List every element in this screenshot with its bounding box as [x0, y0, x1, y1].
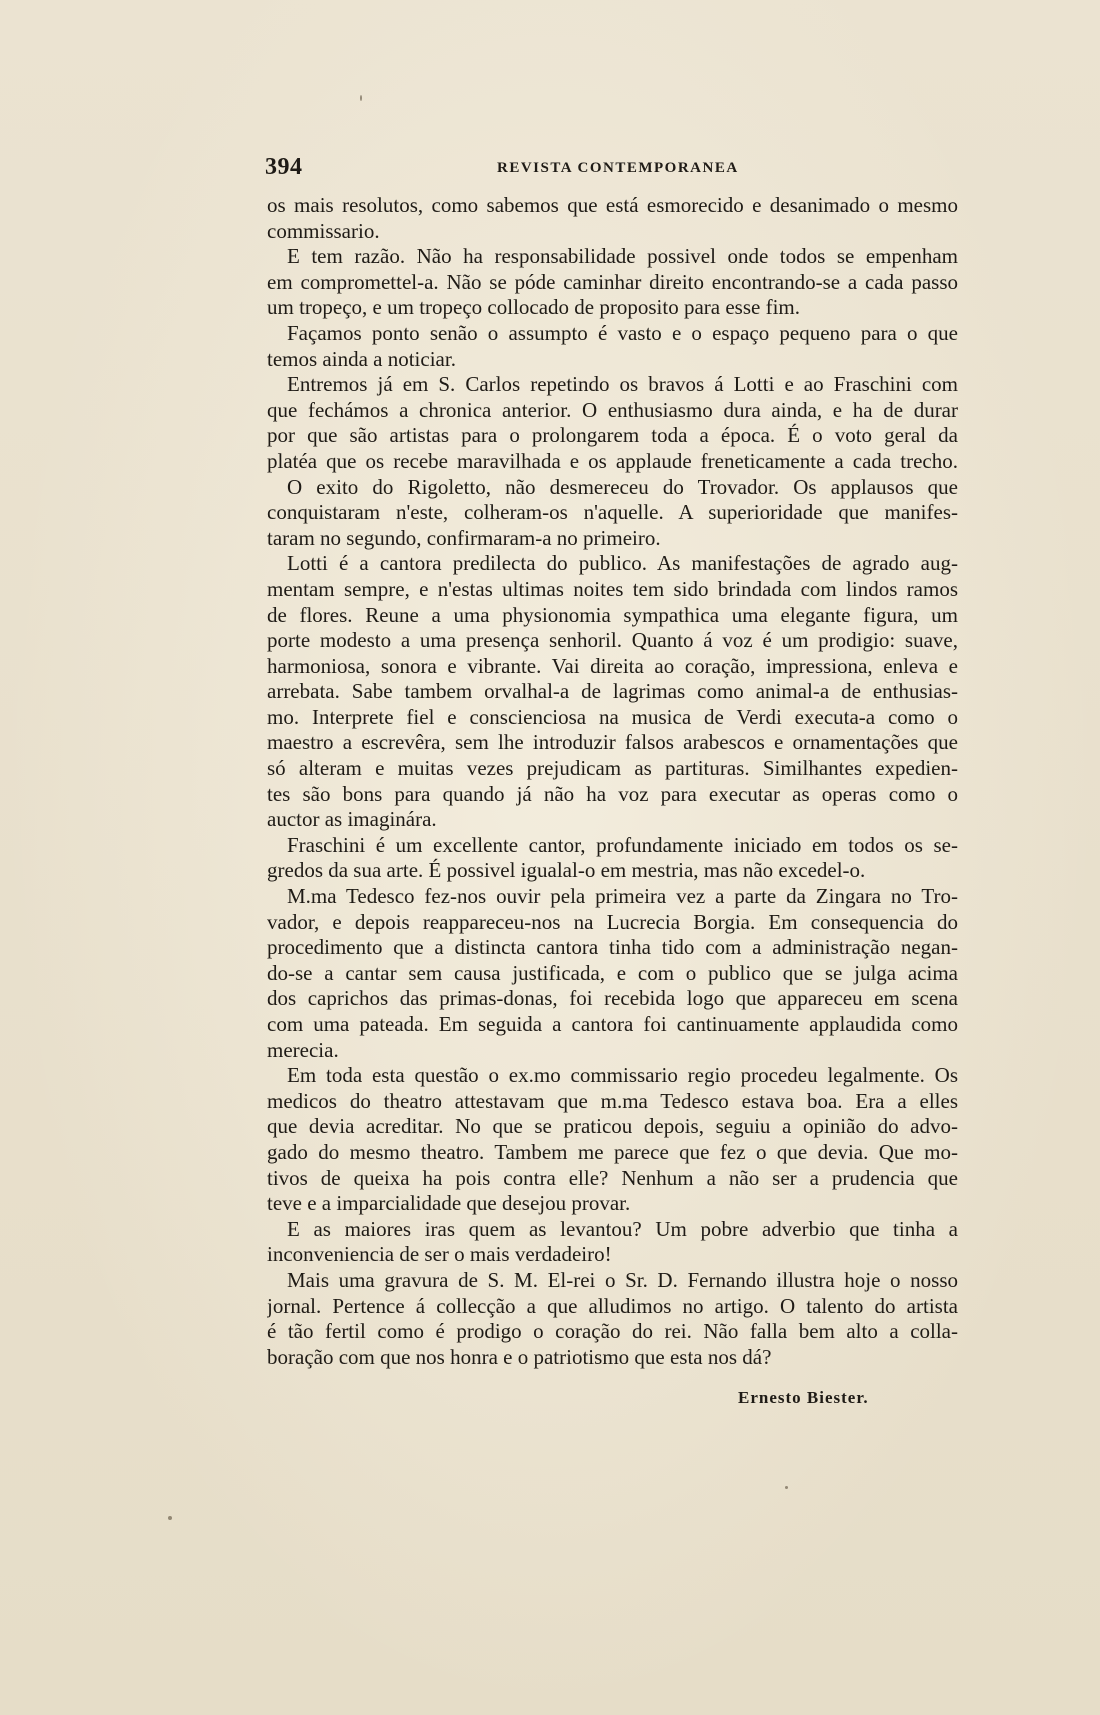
text-line: de flores. Reune a uma physionomia sympathica uma elegante figura, um [267, 602, 958, 627]
text-line: porte modesto a uma presença senhoril. Quanto á voz é um prodigio: suave, [267, 628, 958, 653]
text-line: Façamos ponto senão o assumpto é vasto e o espaço pequeno para o que [287, 320, 958, 345]
text-line: commissario. [267, 218, 380, 243]
text-line: merecia. [267, 1037, 339, 1062]
page-number: 394 [265, 154, 303, 180]
text-line: arrebata. Sabe tambem orvalhal-a de lagrimas como animal-a de enthusias- [267, 679, 958, 704]
text-line: gredos da sua arte. É possivel igualal-o em mestria, mas não excedel-o. [267, 858, 866, 883]
text-line: temos ainda a noticiar. [267, 346, 456, 371]
text-line: Fraschini é um excellente cantor, profundamente iniciado em todos os se- [287, 832, 958, 857]
text-line: Mais uma gravura de S. M. El-rei o Sr. D. Fernando illustra hoje o nosso [287, 1267, 958, 1292]
text-line: mo. Interprete fiel e conscienciosa na musica de Verdi executa-a como o [267, 704, 958, 729]
text-line: do-se a cantar sem causa justificada, e com o publico que se julga acima [267, 960, 958, 985]
text-line: Entremos já em S. Carlos repetindo os bravos á Lotti e ao Fraschini com [287, 372, 958, 397]
text-line: auctor as imaginára. [267, 807, 437, 832]
body-text [267, 193, 958, 1370]
text-line: com uma pateada. Em seguida a cantora foi cantinuamente applaudida como [267, 1012, 958, 1036]
text-line: maestro a escrevêra, sem lhe introduzir falsos arabescos e ornamentações que [267, 730, 958, 755]
paper-speck [785, 1486, 788, 1489]
text-line: conquistaram n'este, colheram-os n'aquelle. A superioridade que manifes- [267, 500, 958, 525]
text-line: M.ma Tedesco fez-nos ouvir pela primeira vez a parte da Zingara no Tro- [287, 884, 958, 909]
paper-speck [168, 1516, 172, 1520]
text-line: tes são bons para quando já não ha voz para executar as operas como o [267, 781, 958, 806]
text-line: O exito do Rigoletto, não desmereceu do Trovador. Os applausos que [287, 474, 958, 499]
text-line: medicos do theatro attestavam que m.ma Tedesco estava boa. Era a elles [267, 1088, 958, 1113]
text-line: que devia acreditar. No que se praticou depois, seguiu a opinião do advo- [267, 1114, 958, 1139]
text-line: é tão fertil como é prodigo o coração do rei. Não falla bem alto a colla- [267, 1319, 958, 1344]
page-header [265, 154, 960, 182]
text-line: boração com que nos honra e o patriotismo que esta nos dá? [267, 1344, 772, 1369]
text-line: platéa que os recebe maravilhada e os applaude freneticamente a cada trecho. [267, 448, 958, 473]
text-line: tivos de queixa ha pois contra elle? Nenhum a não ser a prudencia que [267, 1165, 958, 1190]
text-line: procedimento que a distincta cantora tinha tido com a administração negan- [267, 935, 958, 960]
text-line: vador, e depois reappareceu-nos na Lucrecia Borgia. Em consequencia do [267, 909, 958, 934]
text-line: E tem razão. Não ha responsabilidade possivel onde todos se empenham [287, 244, 958, 269]
text-line: teve e a imparcialidade que desejou provar. [267, 1191, 631, 1216]
running-title: REVISTA CONTEMPORANEA [497, 160, 739, 176]
text-line: dos caprichos das primas-donas, foi recebida logo que appareceu em scena [267, 986, 958, 1011]
text-line: taram no segundo, confirmaram-a no primeiro. [267, 525, 661, 550]
paper-speck [360, 95, 362, 101]
text-line: jornal. Pertence á collecção a que alludimos no artigo. O talento do artista [267, 1293, 958, 1318]
text-line: só alteram e muitas vezes prejudicam as partituras. Similhantes expedien- [267, 756, 958, 781]
text-line: gado do mesmo theatro. Tambem me parece que fez o que devia. Que mo- [267, 1139, 958, 1164]
text-line: por que são artistas para o prolongarem toda a época. É o voto geral da [267, 423, 958, 448]
author-signature: Ernesto Biester. [738, 1388, 869, 1407]
text-line: Em toda esta questão o ex.mo commissario regio procedeu legalmente. Os [287, 1063, 958, 1088]
text-line: em compromettel-a. Não se póde caminhar direito encontrando-se a cada passo [267, 269, 958, 294]
text-line: harmoniosa, sonora e vibrante. Vai direita ao coração, impressiona, enleva e [267, 653, 958, 678]
text-line: que fechámos a chronica anterior. O enthusiasmo dura ainda, e ha de durar [267, 397, 958, 422]
text-line: E as maiores iras quem as levantou? Um pobre adverbio que tinha a [287, 1216, 958, 1241]
text-line: inconveniencia de ser o mais verdadeiro! [267, 1242, 612, 1267]
text-line: os mais resolutos, como sabemos que está esmorecido e desanimado o mesmo [267, 193, 958, 217]
text-line: mentam sempre, e n'estas ultimas noites tem sido brindada com lindos ramos [267, 576, 958, 601]
text-line: um tropeço, e um tropeço collocado de proposito para esse fim. [267, 295, 800, 320]
text-line: Lotti é a cantora predilecta do publico. As manifestações de agrado aug- [287, 551, 958, 576]
